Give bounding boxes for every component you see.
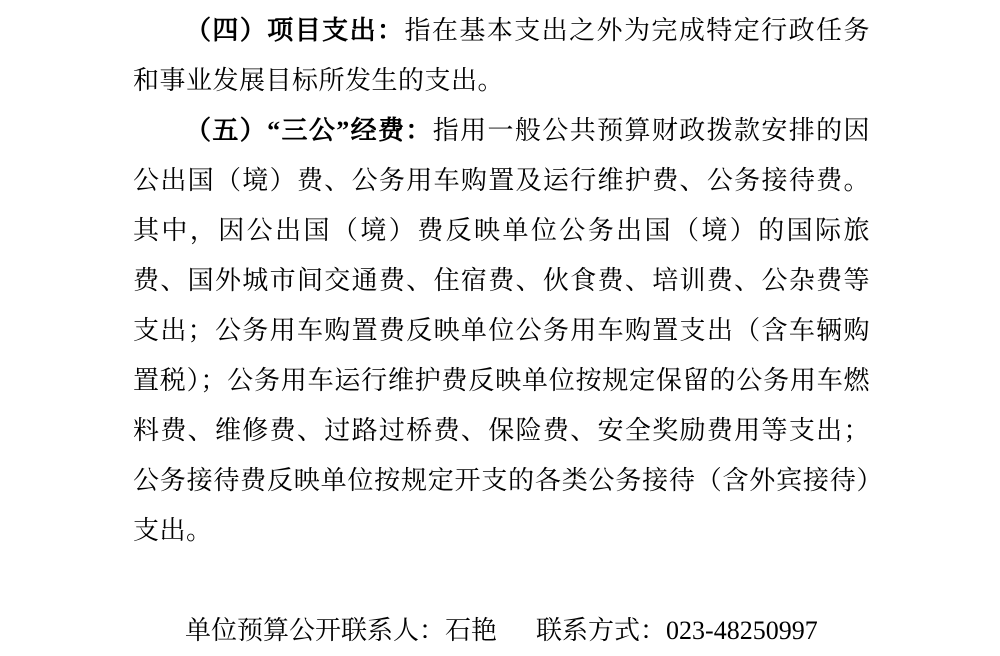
paragraph-project-expenditure-heading: （四）项目支出： bbox=[185, 16, 405, 45]
paragraph-project-expenditure bbox=[133, 6, 870, 106]
contact-person-label: 单位预算公开联系人： bbox=[185, 616, 446, 645]
contact-line bbox=[133, 606, 870, 656]
paragraph-three-public-funds-body: 指用一般公共预算财政拨款安排的因公出国（境）费、公务用车购置及运行维护费、公务接待费。其中，因公出国（境）费反映单位公务出国（境）的国际旅费、国外城市间交通费、住宿费、伙食费、培训费、公杂费等支出；公务用车购置费反映单位公务用车购置支出（含车辆购置税）；公务用车运行维护费反映单位按规定保留的公务用车燃料费、维修费、过路过桥费、保险费、安全奖励费用等支出；公务接待费反映单位按规定开支的各类公务接待（含外宾接待）支出。 bbox=[133, 116, 870, 545]
paragraph-three-public-funds bbox=[133, 106, 870, 556]
paragraph-three-public-funds-heading: （五）“三公”经费： bbox=[185, 116, 433, 145]
contact-phone-number: 023-48250997 bbox=[666, 616, 818, 645]
contact-phone-label: 联系方式： bbox=[536, 616, 667, 645]
contact-person-name: 石艳 bbox=[445, 616, 498, 645]
paragraph-project-expenditure-body: 指在基本支出之外为完成特定行政任务和事业发展目标所发生的支出。 bbox=[133, 16, 870, 95]
